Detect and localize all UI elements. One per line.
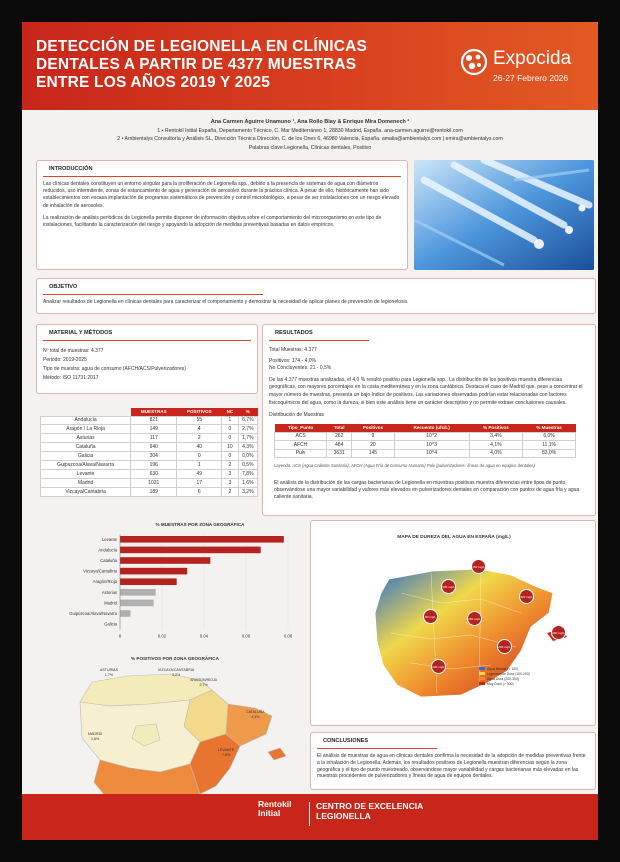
bar [120,547,261,554]
table-header-cell: Total [327,424,352,432]
hardness-bubble: 250 mg/L [467,611,482,626]
legend-soft: Agua Blanda (< 100) [479,667,589,672]
centro-excelencia: CENTRO DE EXCELENCIA LEGIONELLA [316,801,424,821]
metodos-total: Nº total de muestras: 4.377 [43,348,104,354]
table-cell: 149 [131,425,177,434]
legend-light: Ligeramente Dura (100-200) [479,672,589,677]
table-cell: 4,3% [238,443,257,452]
logo-date: 26-27 Febrero 2026 [493,73,569,83]
header-banner [22,22,598,110]
intro-paragraph-1: Las clínicas dentales constituyen un entorno singular para la proliferación de Legionella spp., debido a la presencia de sistemas de agua con diámetros reducidos, uso intermitente, zonas de estancamiento de agua y generación de aerosoles durante la práctica clínica. A pesar de ello, históricamente han sido establecimientos con escasa implantación de programas sistemáticos de prevención y control microbiológico, a pesar de ser instalaciones con un riesgo elevado de inhalación de aerosoles. [43,181,400,209]
table-row [41,434,258,443]
resultados-positivos: Positivos: 174 - 4,0% [269,357,316,364]
affiliation-2: 2 • Ambientalys Consultoría y Análisis SL, Dirección Técnica Dirección, C. de los Ones 6, 46980 Valencia, España. amalia@ambientalys.com | emira@ambientalys.com [117,136,503,143]
table-cell: 304 [131,452,177,461]
table-cell: 9 [352,432,394,441]
intro-paragraph-2: La realización de análisis periódicos de Legionella permite disponer de información objetiva sobre el comportamiento del microorganismo en este tipo de instalaciones, facilitando la caracterización del riesgo y apoyando la adopción de medidas preventivas basadas en datos empíricos. [43,214,382,229]
table-cell: 189 [131,487,177,496]
hardness-bubble: 150 mg/L [471,559,486,574]
table-header-cell: MUESTRAS [131,408,177,416]
table-cell: 6,0% [523,432,576,441]
x-tick-label: 0.04 [199,633,209,639]
table-cell: Aragón / La Rioja [41,425,131,434]
map1-label [100,668,118,677]
author-names: Ana Carmen Aguirre Unamuno ¹, Ana Rollo Blay & Enrique Mira Domenech ² [210,119,410,125]
table-cell: 17 [177,478,222,487]
hardness-bubble: 200 mg/L [551,625,566,640]
affiliation-1: 1 • Rentokil Initial España, Departamento Técnico, C. Mar Mediterráneo 1, 28830 Madrid, España. ana-carmen.aguirre@rentokil.com [157,127,463,134]
points-table [274,424,576,458]
map1-label [88,732,102,741]
map1-label-name: ASTURIAS [100,668,118,672]
category-label: Aragón/Rioja [92,579,117,585]
logo-name: Expocida [493,48,572,69]
table-header-cell: Positivos [352,424,394,432]
map1-label [190,678,217,687]
table-cell: Vizcaya/Cantabria [41,487,131,496]
table-cell: 484 [327,441,352,450]
table-cell: 3631 [327,449,352,458]
hardness-bubble: 300 mg/L [441,579,456,594]
table-cell: 6 [177,487,222,496]
table-cell: 10^3 [394,441,469,450]
table-cell: 1,7% [238,434,257,443]
table-cell: Levante [41,469,131,478]
table-cell: 0,0% [238,452,257,461]
objetivo-section [36,278,596,314]
map1-label-value: 2,7% [199,682,208,687]
map1-label-value: 1,6% [90,736,100,741]
table-cell: 3 [222,478,239,487]
zones-table [40,408,258,497]
keywords: Palabras clave:Legionella, Clínicas dentales, Positivo [248,144,372,151]
hardness-map-section [310,520,596,726]
poster-title: DETECCIÓN DE LEGIONELLA EN CLÍNICAS DENTALES A PARTIR DE 4377 MUESTRAS ENTRE LOS AÑOS 2019 Y 2025 [36,38,368,91]
objetivo-text: Analizar resultados de Legionella en clínicas dentales para caracterizar el comportamiento y demostrar la necesidad de aplicar planes de prevención de legionelosis. [43,299,409,305]
table-cell: 196 [131,460,177,469]
table-cell: 4,1% [469,441,522,450]
table-cell: Asturias [41,434,131,443]
table-cell: Andalucía [41,416,131,425]
hardness-bubble: 200 mg/L [497,639,512,654]
table-cell: Madrid [41,478,131,487]
table-cell: Pulv [275,449,327,458]
bar [120,600,154,607]
metodos-tipo: Tipo de muestra: agua de consumo (AFCH/ACS/Pulverizadores) [43,366,186,372]
table-cell: 0 [222,434,239,443]
category-label: Cataluña [100,558,117,563]
map1-label [158,668,194,677]
metodos-title: MATERIAL Y MÉTODOS [43,325,251,341]
map1-label [218,748,234,757]
table-cell: 145 [352,449,394,458]
table-row [41,416,258,425]
table-cell: 10^2 [394,432,469,441]
table-cell: 11,1% [523,441,576,450]
table-cell: ACS [275,432,327,441]
table-cell: 630 [131,469,177,478]
x-tick-label: 0.06 [241,633,251,639]
bar-chart-svg [40,520,302,648]
table-cell: 2 [222,487,239,496]
x-tick-label: 0.02 [157,633,167,639]
table-cell: 1,6% [238,478,257,487]
map1-label-name: VIZCAYA/CANTABRIA [158,668,195,672]
category-label: Asturias [101,589,117,595]
table-cell: 1 [177,460,222,469]
table-cell: 4,0% [469,449,522,458]
map1-label-name: CATALUÑA [246,710,265,714]
table-cell: Cataluña [41,443,131,452]
hardness-bubble: 400 mg/L [431,659,446,674]
table-row [41,460,258,469]
table-row [41,443,258,452]
category-label: Vizcaya/Cantabria [83,568,117,574]
map1-label-name: ARAGON/RIOJA [190,678,218,682]
map1-label-value: 1,7% [104,672,114,677]
intro-section [36,160,408,270]
table-cell: 2 [222,460,239,469]
table-header-cell: Tipo_Punto [275,424,327,432]
category-label: Galicia [104,621,117,627]
table-header-cell: Recuento (ufc/L) [394,424,469,432]
poster [22,22,598,840]
bar [120,578,177,585]
table-cell: 0 [222,425,239,434]
table-cell: 3 [222,469,239,478]
table-cell: 10^4 [394,449,469,458]
table-header-cell: % Muestras [523,424,576,432]
table-cell: 940 [131,443,177,452]
pipette-photo [414,160,594,270]
bar [120,610,131,617]
bar [120,536,284,543]
table-cell: 20 [352,441,394,450]
table-header-row [41,408,258,416]
rentokil-logo: Rentokil Initial [258,799,292,818]
expocida-logo-icon [460,48,488,76]
table-header-cell: % [238,408,257,416]
conclusiones-title: CONCLUSIONES [317,733,437,749]
legend-hard: Agua Dura (200-300) [479,677,589,682]
x-tick-label: 0.08 [283,633,293,639]
footer-divider [309,802,310,826]
metodos-metodo: Método: ISO 11731:2017 [43,375,99,381]
category-label: Guipúzcoa/Álava/Navarra [69,611,117,616]
table-cell: 4 [177,425,222,434]
conclusiones-section [310,732,596,790]
table-header-cell [41,408,131,416]
category-label: Levante [102,536,117,542]
resultados-paragraph-2: El análisis de la distribución de las cargas bacterianas de Legionella en muestras positivas muestra diferencias entre tipos de punto, observándose una mayor variabilidad y valores más elevados en pulverizadores dentales en comparación con puntos de agua fría y agua caliente sanitaria. [274,480,580,501]
table-row [41,425,258,434]
table-header-cell: % Positivos [469,424,522,432]
table-row [41,469,258,478]
resultados-title: RESULTADOS [269,325,369,341]
bar-chart [40,520,302,650]
resultados-total: Total Muestras: 4.377 [269,347,317,353]
table-cell: 0,5% [238,460,257,469]
table-row [41,487,258,496]
bar [120,589,156,596]
table-legend: Leyenda: ACS (Agua Caliente Sanitaria), AFCH (Agua Fría de consumo Humano) Pulv (pulverizadores- líneas de agua en equipos dentales) [274,463,535,468]
pipette-image [414,160,594,270]
hardness-legend [479,667,589,687]
table-cell: Guipuzcoa/Alava/Navarra [41,460,131,469]
map2-title: MAPA DE DUREZA DEL AGUA EN ESPAÑA (mg/L) [397,535,511,540]
table-row [41,452,258,461]
map1-title: % POSITIVOS POR ZONA GEOGRÁFICA [131,656,219,661]
table-cell: 10 [222,443,239,452]
map1-label-value: 3,2% [171,672,181,677]
bar [120,557,210,564]
table-header-row [275,424,576,432]
table-cell: 1031 [131,478,177,487]
table-cell: 3,4% [469,432,522,441]
resultados-paragraph-1: De las 4.377 muestras analizadas, el 4,0 % resultó positivo para Legionella spp.. La distribución de los positivos muestra diferencias geográficas, con mayores porcentajes en la costa mediterránea y en la zona cantábrica. Destaca el caso de Madrid que, pese a concentrar el mayor número de muestras, presenta un bajo índice de positivos. Las variaciones observadas podrían estar relacionadas con factores fisicoquímicos del agua, como la dureza, si bien este análisis tiene un carácter descriptivo y no permite extraer conclusiones causales. [269,376,583,406]
table-cell: Galicia [41,452,131,461]
table-cell: 117 [131,434,177,443]
expocida-logo [460,46,590,96]
legend-very-hard: Muy Dura (> 300) [479,682,589,687]
table-header-cell: POSITIVOS [177,408,222,416]
table-row [275,449,576,458]
conclusiones-text: El análisis de muestras de agua en clínicas dentales confirma la necesidad de la adopción de medidas preventivas frente a la inhalación de Legionella. Además, los resultados positivos de Legionella muestran diferencias según la zona geográfica y el tipo de punto muestreado, observándose mayor variabilidad y cargas bacterianas más elevadas en las muestras procedentes de pulverizadores y líneas de agua de equipos dentales. [317,753,586,780]
map1-label-name: MADRID [88,732,103,736]
table-cell: 821 [131,416,177,425]
hardness-bubble: 320 mg/L [519,589,534,604]
intro-title: INTRODUCCIÓN [43,161,401,177]
objetivo-title: OBJETIVO [43,279,263,295]
table-cell: 6,7% [238,416,257,425]
table-cell: 2 [177,434,222,443]
map1-label-value: 4,3% [251,714,260,719]
category-label: Andalucía [98,547,117,553]
table-cell: 83,0% [523,449,576,458]
metodos-periodo: Periodo: 2019-2025 [43,357,87,363]
table-cell: 2,7% [238,425,257,434]
region-balearic [268,748,286,760]
bar [120,568,187,575]
table-cell: 262 [327,432,352,441]
category-label: Madrid [104,600,117,606]
table-cell: 40 [177,443,222,452]
table-cell: 7,8% [238,469,257,478]
table-row [275,432,576,441]
x-tick-label: 0 [118,633,122,639]
metodos-section [36,324,258,394]
table-cell: 3,2% [238,487,257,496]
table-cell: 49 [177,469,222,478]
table-cell: 0 [222,452,239,461]
table-row [275,441,576,450]
table-header-cell: NC [222,408,239,416]
authors-block [22,118,598,152]
distribucion-title: Distribución de Muestras [269,412,325,419]
map1-label-value: 7,8% [221,752,231,757]
resultados-nc: No Concluyentes: 21 - 0,5% [269,365,332,372]
table-cell: 55 [177,416,222,425]
map1-label [246,710,265,719]
table-cell: 0 [177,452,222,461]
map1-label-name: LEVANTE [218,748,235,752]
chart-title: % MUESTRAS POR ZONA GEOGRÁFICA [155,522,245,527]
table-cell: 1 [222,416,239,425]
table-cell: AFCH [275,441,327,450]
table-row [41,478,258,487]
hardness-bubble: 80 mg/L [423,609,438,624]
footer-banner [22,794,598,840]
